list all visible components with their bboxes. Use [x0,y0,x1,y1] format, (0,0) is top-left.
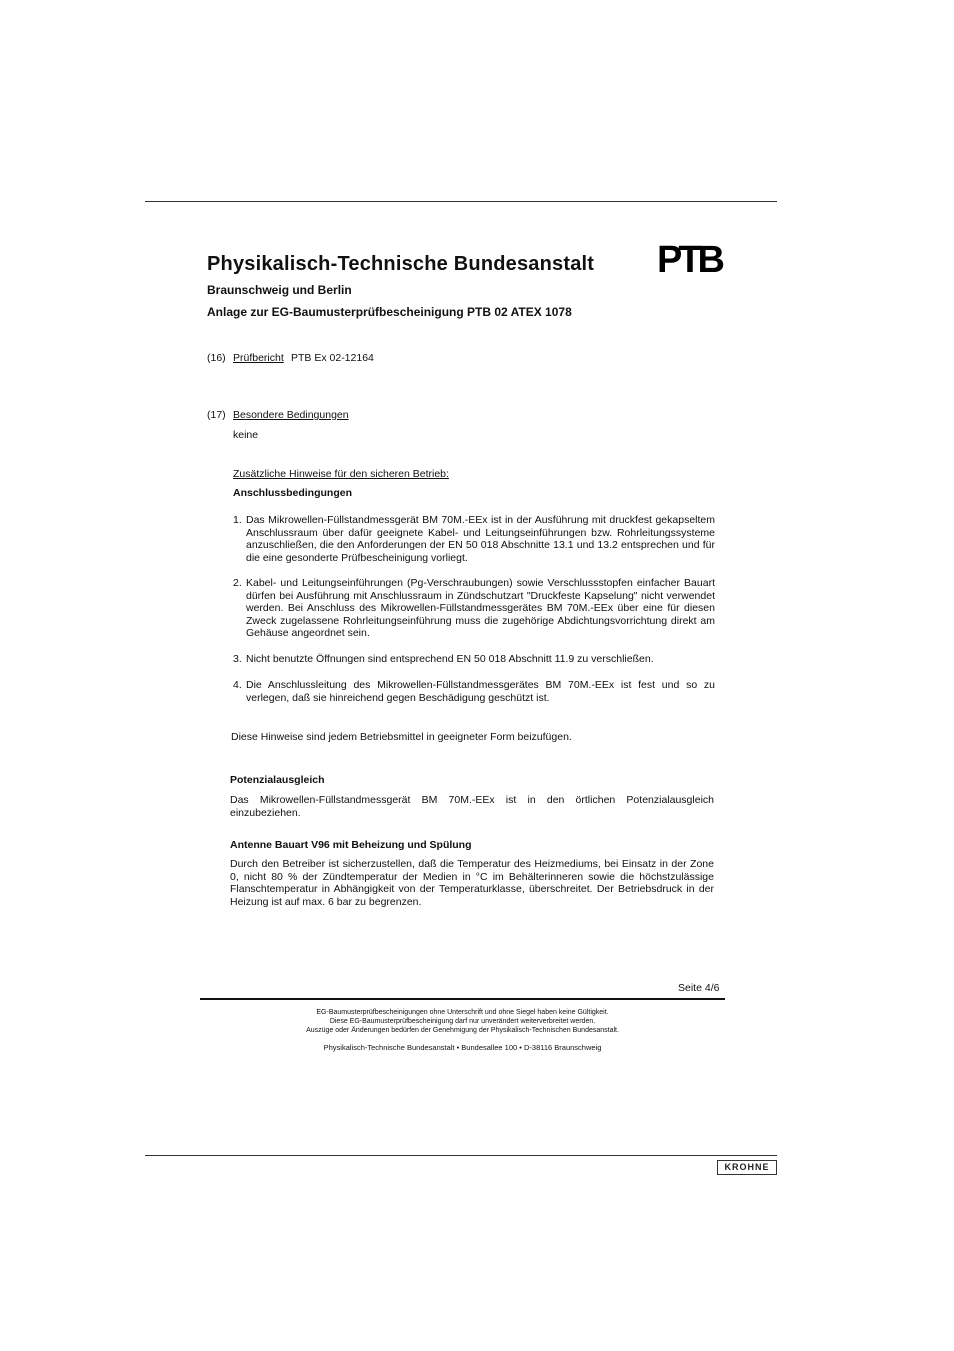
hints-closing: Diese Hinweise sind jedem Betriebsmittel in geeigneter Form beizufügen. [231,731,572,743]
item17-value: keine [233,429,259,441]
list-item-text: Die Anschlussleitung des Mikrowellen-Füllstandmessgerätes BM 70M.-EEx ist fest und so zu verlegen, daß sie hinreichend gegen Beschädigung geschützt ist. [246,679,715,704]
antenna-heading: Antenne Bauart V96 mit Beheizung und Spülung [230,839,472,851]
list-item [233,653,715,667]
footer-line: Auszüge oder Änderungen bedürfen der Genehmigung der Physikalisch-Technischen Bundesanstalt. [306,1027,619,1034]
location-line: Braunschweig und Berlin [207,283,352,297]
list-item [233,679,715,705]
item16-number: (16) [207,352,226,364]
hints-heading: Zusätzliche Hinweise für den sicheren Betrieb: [233,468,449,480]
item17-number: (17) [207,409,226,421]
list-item [233,577,715,642]
list-item-text: Das Mikrowellen-Füllstandmessgerät BM 70M.-EEx ist in der Ausführung mit druckfest gekapseltem Anschlussraum über dafür geeignete Kabel- und Leitungseinführungen bzw. Rohrleitungssysteme anzuschließen, die den Anforderungen der EN 50 018 Abschnitte 13.1 und 13.2 entsprechen und für die eine gesonderte Prüfbescheinigung vorliegt. [246,514,715,564]
list-item [233,514,715,566]
page-number: Seite 4/6 [678,982,720,994]
footer-line: EG-Baumusterprüfbescheinigungen ohne Unterschrift und ohne Siegel haben keine Gültigkeit. [316,1009,609,1016]
list-item-number: 4. [233,679,242,691]
krohne-logo: KROHNE [717,1160,777,1175]
potential-text: Das Mikrowellen-Füllstandmessgerät BM 70M.-EEx ist in den örtlichen Potenzialausgleich einzubeziehen. [230,794,714,819]
antenna-text: Durch den Betreiber ist sicherzustellen, daß die Temperatur des Heizmediums, bei Einsatz in der Zone 0, nicht 80 % der Zündtemperatur der Medien in °C im Behälterinneren sowie die höchstzulässige Flanschtemperatur in Abhängigkeit von der Temperaturklasse, überschreitet. Der Betriebsdruck in der Heizung ist auf max. 6 bar zu begrenzen. [230,858,714,908]
bottom-rule [145,1155,777,1156]
footer-rule [200,998,725,1000]
footer-address: Physikalisch-Technische Bundesanstalt • Bundesallee 100 • D-38116 Braunschweig [323,1043,602,1052]
top-rule [145,201,777,202]
institution-title: Physikalisch-Technische Bundesanstalt [207,253,595,275]
item16-label: Prüfbericht [233,352,284,364]
list-item-text: Nicht benutzte Öffnungen sind entsprechend EN 50 018 Abschnitt 11.9 zu verschließen. [246,653,654,665]
hints-subheading: Anschlussbedingungen [233,487,353,499]
item17-label: Besondere Bedingungen [233,409,349,421]
list-item-number: 3. [233,653,242,665]
list-item-number: 1. [233,514,242,526]
annex-line: Anlage zur EG-Baumusterprüfbescheinigung PTB 02 ATEX 1078 [207,305,572,319]
ptb-logo: PTB [657,239,721,281]
list-item-number: 2. [233,577,242,589]
footer-line: Diese EG-Baumusterprüfbescheinigung darf nur unverändert weiterverbreitet werden. [329,1018,596,1025]
footer-notice [200,1008,725,1035]
list-item-text: Kabel- und Leitungseinführungen (Pg-Verschraubungen) sowie Verschlussstopfen einfacher Bauart dürfen bei Ausführung mit Anschlussraum in Zündschutzart "Druckfeste Kapselung" nicht verwendet werden. Bei Anschluss des Mikrowellen-Füllstandmessgerätes BM 70M.-EEx über eine für diesen Zweck zugelassene Rohrleitungseinführung muss die zugehörige Abdichtungsvorrichtung direkt am Gehäuse angeordnet sein. [246,577,715,639]
potential-heading: Potenzialausgleich [230,774,325,786]
item16-value: PTB Ex 02-12164 [291,352,374,364]
